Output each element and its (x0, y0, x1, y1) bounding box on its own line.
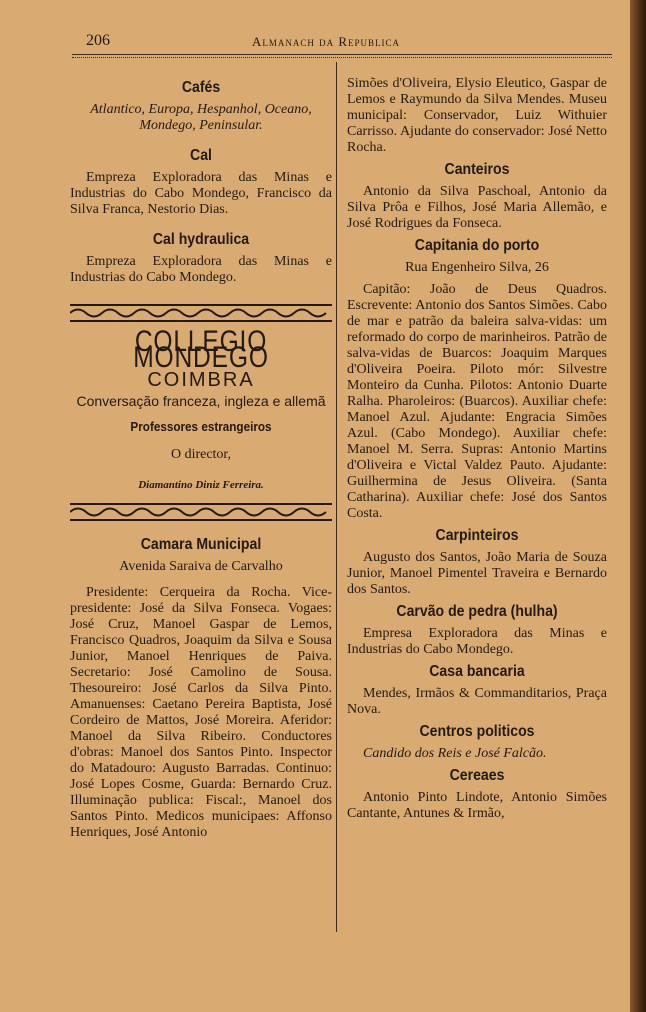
section-heading-capitania: Capitania do porto (414, 237, 540, 254)
page-number: 206 (86, 32, 110, 49)
section-heading-carpinteiros: Carpinteiros (435, 527, 519, 544)
camara-address: Avenida Saraiva de Carvalho (119, 559, 283, 574)
ad-title: COLLEGIO MONDEGO (133, 325, 269, 374)
ornament-border-top (70, 302, 332, 324)
canteiros-text: Antonio da Silva Paschoal, Antonio da Silva Prôa e Filhos, José Maria Allemão, e José Rodrigues da Fonseca. (347, 184, 607, 231)
capitania-address: Rua Engenheiro Silva, 26 (405, 260, 549, 275)
section-heading-casa-bancaria: Casa bancaria (429, 663, 525, 680)
section-heading-cal: Cal (190, 147, 212, 164)
section-heading-centros: Centros politicos (419, 723, 535, 740)
page-header (72, 30, 612, 52)
section-heading-cafes: Cafés (181, 79, 221, 96)
right-column (347, 76, 607, 826)
section-heading-cereaes: Cereaes (449, 767, 505, 784)
ad-signature: Diamantino Diniz Ferreira. (138, 479, 264, 491)
cal-text: Empreza Exploradora das Minas e Industrias do Cabo Mondego, Francisco da Silva Franca, Nestorio Dias. (70, 170, 332, 217)
casa-bancaria-text: Mendes, Irmãos & Commanditarios, Praça Nova. (347, 686, 607, 717)
cafes-text: Atlantico, Europa, Hespanhol, Oceano, Mondego, Peninsular. (90, 102, 312, 133)
ornament-border-bottom (70, 501, 332, 523)
cal-hydraulica-text: Empreza Exploradora das Minas e Industrias do Cabo Mondego. (70, 254, 332, 285)
cereaes-text: Antonio Pinto Lindote, Antonio Simões Cantante, Antunes & Irmão, (347, 790, 607, 821)
carpinteiros-text: Augusto dos Santos, João Maria de Souza Junior, Manoel Pimentel Traveira e Bernardo dos Santos. (347, 550, 607, 597)
section-heading-camara: Camara Municipal (140, 536, 262, 553)
centros-text: Candido dos Reis e José Falcão. (363, 746, 547, 761)
left-column (70, 74, 332, 845)
ad-director: O director, (170, 447, 232, 462)
section-heading-canteiros: Canteiros (444, 161, 510, 178)
camara-text: Presidente: Cerqueira da Rocha. Vice-presidente: José da Silva Fonseca. Vogaes: José Cruz, Manoel Gaspar de Lemos, Francisco Quadros, Joaquim da Silva e Sousa Junior, Manoel Henriques de Paiva. Secretario: José Camolino de Sousa. Thesoureiro: José Carlos da Silva Pinto. Amanuenses: Caetano Pereira Baptista, José Cordeiro de Mattos, José Moreira. Aferidor: Manoel da Silva Ribeiro. Conductores d'obras: Manoel dos Santos Pinto. Inspector do Matadouro: Augusto Barradas. Continuo: José Lopes Cosme, Guarda: Bernardo Cruz. Illuminação publica: Fiscal:, Manoel dos Santos Pinto. Medicos municipaes: Affonso Henriques, José Antonio (70, 585, 332, 840)
section-heading-cal-hydraulica: Cal hydraulica (152, 231, 250, 248)
continued-text: Simões d'Oliveira, Elysio Eleutico, Gaspar de Lemos e Raymundo da Silva Mendes. Museu municipal: Conservador, Luiz Withuier Carrisso. Ajudante do conservador: José Netto Rocha. (347, 76, 607, 155)
ad-languages: Conversação franceza, ingleza e allemã (76, 393, 326, 409)
book-spine (630, 0, 646, 1012)
capitania-text: Capitão: João de Deus Quadros. Escrevente: Antonio dos Santos Simões. Cabo de mar e patrão da baleira salva-vidas: um reformado do corpo de marinheiros. Patrão de salva-vidas de Buarcos: Joaquim Marques d'Oliveira Poeira. Piloto mór: Silvestre Monteiro da Cunha. Pilotos: Antonio Duarte Ralha. Pharoleiros: (Buarcos). Auxiliar chefe: Manoel Azul. Ajudante: Engracia Simões Azul. (Cabo Mondego). Auxiliar chefe: Manoel M. Serra. Supras: Antonio Martins d'Oliveira e Victal Valdez Pauto. Ajudante: Guilhermina de Jesus Oliveira. (Santa Catharina). Auxiliar chefe: José dos Santos Costa. (347, 282, 607, 521)
column-divider (336, 62, 337, 932)
running-title: Almanach da Republica (252, 34, 401, 49)
ad-professors: Professores estrangeiros (130, 419, 272, 434)
ad-city: COIMBRA (147, 369, 255, 391)
header-rule (72, 54, 612, 58)
carvao-text: Empresa Exploradora das Minas e Industrias do Cabo Mondego. (347, 626, 607, 657)
section-heading-carvao: Carvão de pedra (hulha) (396, 603, 558, 620)
